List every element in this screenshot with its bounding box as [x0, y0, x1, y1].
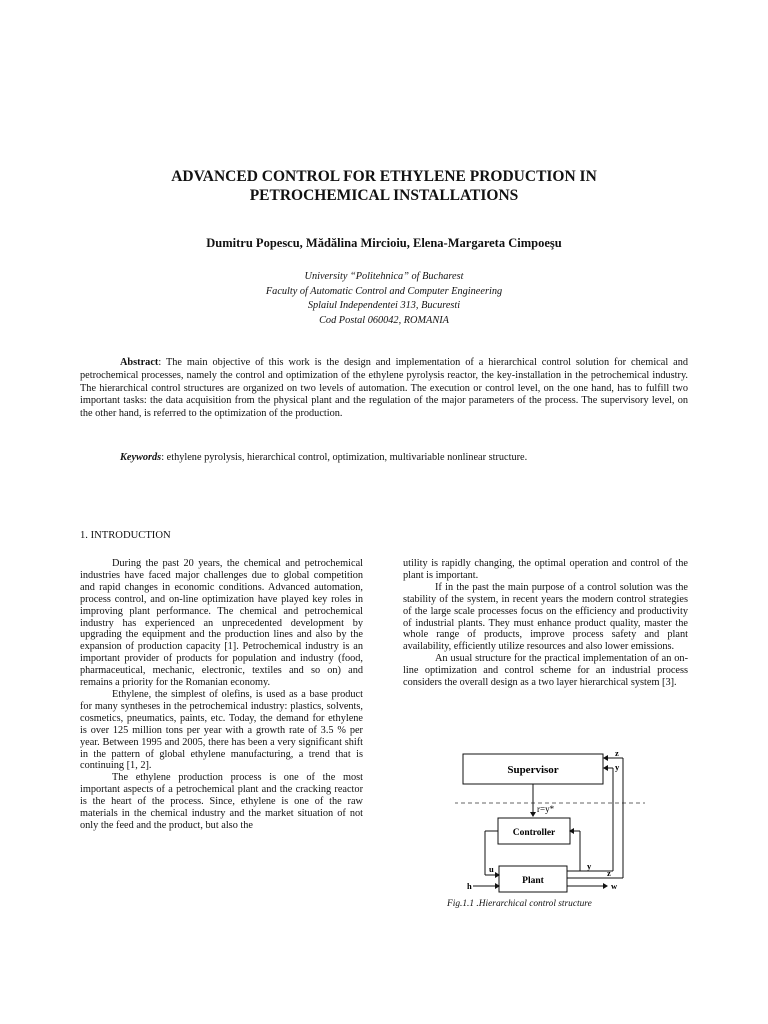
u-label: u: [489, 864, 494, 874]
affiliation-line: Cod Postal 060042, ROMANIA: [319, 314, 449, 326]
paragraph: If in the past the main purpose of a control solution was the stability of the system, in recent years the modern control strategies of the large scale processes focus on the efficiency and productivity of industrial plants. They must enhance product quality, master the whole range of products, improve process safety and plant availability, efficiently utilize resources and also lower emissions.: [403, 581, 688, 653]
y-label-supervisor: y: [615, 762, 620, 772]
y-label-plant: y: [587, 861, 592, 871]
section-heading: 1. INTRODUCTION: [80, 530, 171, 541]
right-column: [403, 558, 688, 689]
title-line-1: ADVANCED CONTROL FOR ETHYLENE PRODUCTION IN: [171, 168, 597, 185]
affiliation-line: Faculty of Automatic Control and Computer Engineering: [265, 285, 503, 297]
affiliation-line: Splaiul Independentei 313, Bucuresti: [307, 300, 461, 312]
abstract-label: Abstract: [120, 357, 159, 368]
abstract: [80, 357, 688, 421]
paragraph: During the past 20 years, the chemical and petrochemical industries have faced major challenges due to global competition and rapid changes in economic conditions. Advanced automation, process control, and on-line optimization have played key roles in improving plant performance. The chemical and petrochemical industry has experienced an unprecedented development by upgrading the equipment and the production lines and also by the expansion of production capacity [1]. Petrochemical industry is an important provider of products for population and industry (food, pharmaceutical, mechanic, electronic, textiles and so on) and remains a priority for the Romanian economy.: [80, 558, 363, 689]
setpoint-label: r=y*: [537, 804, 555, 814]
affiliation: [0, 270, 768, 328]
authors: Dumitru Popescu, Mădălina Mircioiu, Elena-Margareta Cimpoeşu: [206, 236, 562, 250]
paper-title: [0, 167, 768, 205]
paragraph: The ethylene production process is one of the most important aspects of a petrochemical plant and the cracking reactor is the heart of the process. Since, ethylene is one of the raw materials in the chemical industry and the market situation of not only the feed and the product, but also the: [80, 772, 363, 831]
paragraph: An usual structure for the practical implementation of an on-line optimization and control scheme for an industrial process considers the overall design as a two layer hierarchical system [3].: [403, 653, 688, 689]
paragraph: utility is rapidly changing, the optimal operation and control of the plant is important.: [403, 558, 688, 581]
h-label: h: [467, 881, 472, 891]
title-line-2: PETROCHEMICAL INSTALLATIONS: [249, 187, 519, 204]
controller-label: Controller: [512, 828, 556, 838]
hierarchical-control-diagram: [455, 748, 645, 898]
keywords: [120, 452, 527, 463]
keywords-text: : ethylene pyrolysis, hierarchical control, optimization, multivariable nonlinear structure.: [161, 452, 528, 463]
z-label-supervisor: z: [615, 748, 619, 758]
abstract-text: : The main objective of this work is the design and implementation of a hierarchical control solution for chemical and petrochemical processes, namely the control and optimization of the ethylene pyrolysis reactor, the key-installation in the petrochemical industry. The hierarchical control structures are organized on two levels of automation. The execution or control level, on the one hand, has to fulfill two important tasks: the data acquisition from the physical plant and the regulation of the major parameters of the process. The supervisory level, on the other hand, is referred to the optimization of the production.: [80, 357, 688, 420]
z-label-plant: z: [607, 868, 611, 878]
plant-label: Plant: [522, 876, 544, 886]
affiliation-line: University “Politehnica” of Bucharest: [304, 271, 464, 282]
w-label: w: [611, 881, 618, 891]
left-column: [80, 558, 363, 832]
keywords-label: Keywords: [120, 452, 162, 463]
supervisor-label: Supervisor: [507, 764, 559, 776]
paragraph: Ethylene, the simplest of olefins, is used as a base product for many syntheses in the petrochemical industry: plastics, solvents, cosmetics, pneumatics, paints, etc. Today, the demand for ethylene is over 125 million tons per year with a growth rate of 3.5 % per year. Between 1995 and 2005, there has been a very significant shift in the pattern of global ethylene manufacturing, a trend that is continuing [1, 2].: [80, 688, 363, 772]
